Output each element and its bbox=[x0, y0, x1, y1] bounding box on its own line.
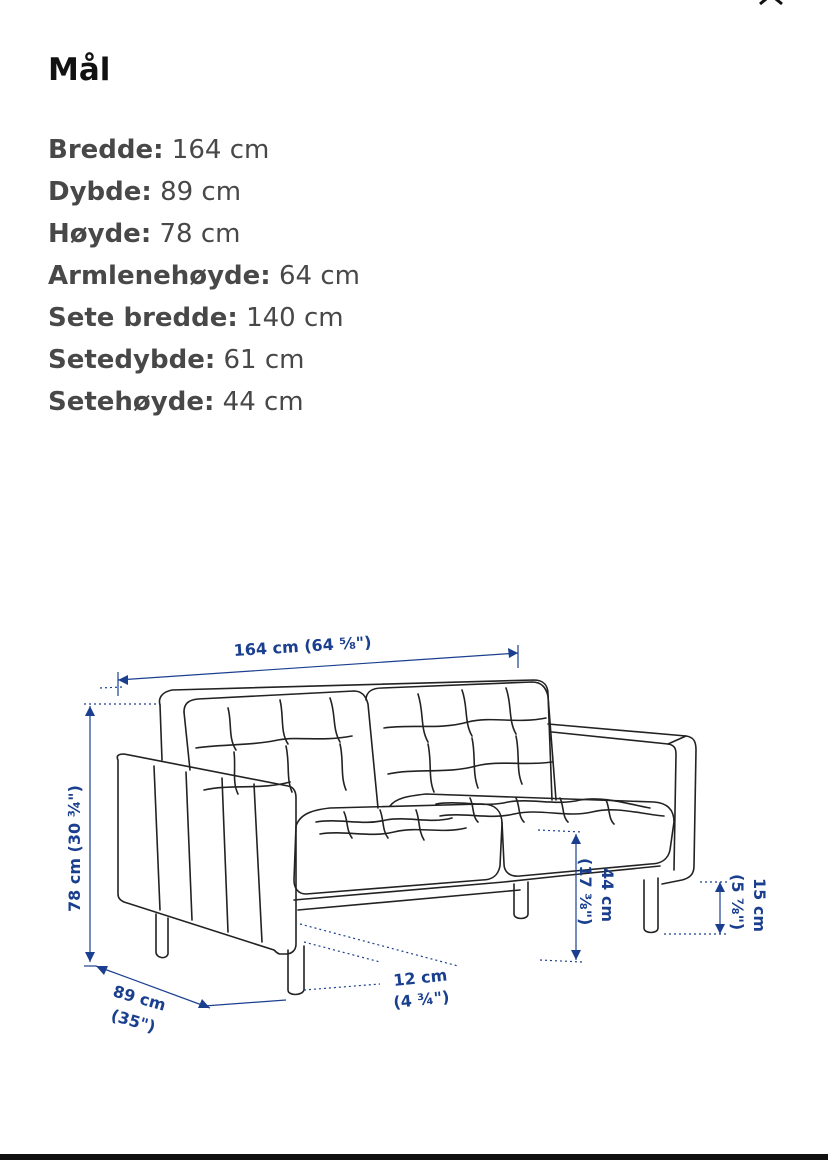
leg-height-in: (5 ⅞") bbox=[728, 874, 747, 931]
dimension-row-seat-width bbox=[48, 298, 360, 340]
width-dimension-label: 164 cm (64 ⅝") bbox=[233, 632, 373, 660]
dimension-label: Setehøyde: bbox=[48, 387, 215, 417]
dimension-labels bbox=[65, 633, 769, 1037]
dimension-label: Bredde: bbox=[48, 135, 164, 165]
dimensions-list bbox=[48, 130, 360, 424]
dimension-value: 78 cm bbox=[159, 219, 241, 249]
sofa-dimension-diagram bbox=[0, 560, 828, 1080]
dimension-label: Høyde: bbox=[48, 219, 152, 249]
dimension-label: Sete bredde: bbox=[48, 303, 238, 333]
dimension-lines bbox=[84, 645, 728, 1008]
dimension-row-width bbox=[48, 130, 360, 172]
dimension-value: 89 cm bbox=[160, 177, 242, 207]
seat-height-in: (17 ⅜") bbox=[576, 858, 595, 926]
dimension-label: Armlenehøyde: bbox=[48, 261, 271, 291]
dimension-value: 140 cm bbox=[246, 303, 344, 333]
height-dimension-label: 78 cm (30 ¾") bbox=[65, 785, 84, 912]
dimension-value: 44 cm bbox=[222, 387, 304, 417]
depth-dimension-cm: 89 cm bbox=[110, 981, 169, 1015]
dimension-row-seat-height bbox=[48, 382, 360, 424]
dimension-row-seat-depth bbox=[48, 340, 360, 382]
close-button[interactable] bbox=[754, 0, 788, 10]
dimension-value: 61 cm bbox=[223, 345, 305, 375]
close-icon bbox=[754, 0, 788, 10]
sofa-drawing bbox=[117, 680, 696, 995]
leg-inset-in: (4 ¾") bbox=[392, 987, 451, 1012]
dimension-row-depth bbox=[48, 172, 360, 214]
dimension-label: Setedybde: bbox=[48, 345, 216, 375]
depth-dimension-in: (35") bbox=[108, 1005, 158, 1037]
page-title: Mål bbox=[48, 52, 111, 88]
dimension-label: Dybde: bbox=[48, 177, 152, 207]
dimension-row-height bbox=[48, 214, 360, 256]
leg-inset-cm: 12 cm bbox=[392, 965, 449, 990]
leg-height-cm: 15 cm bbox=[750, 878, 769, 932]
dimension-row-armrest-height bbox=[48, 256, 360, 298]
bottom-divider bbox=[0, 1154, 828, 1160]
seat-height-cm: 44 cm bbox=[598, 868, 617, 922]
dimension-value: 64 cm bbox=[278, 261, 360, 291]
dimension-value: 164 cm bbox=[171, 135, 270, 165]
